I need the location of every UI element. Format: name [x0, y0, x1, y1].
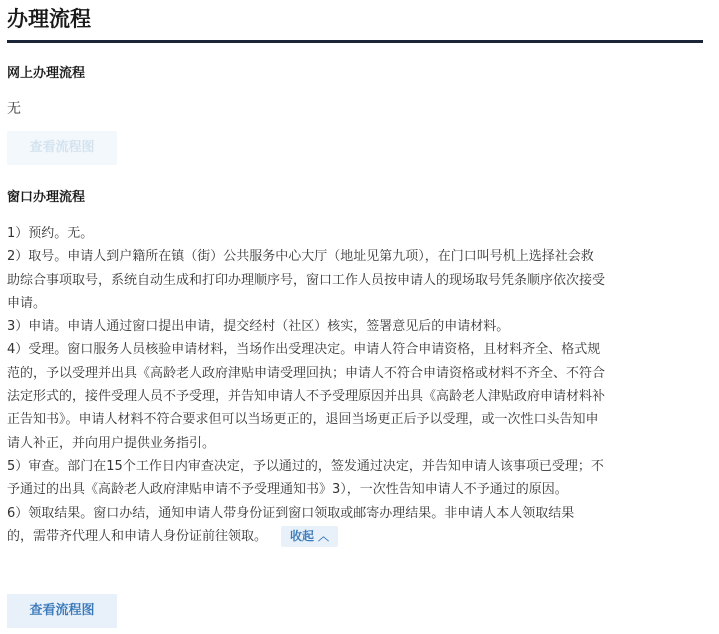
window-process-heading: 窗口办理流程: [7, 190, 86, 205]
window-view-flowchart-button[interactable]: 查看流程图: [7, 594, 117, 628]
step-line: 申请。: [7, 295, 47, 311]
step-line: 1）预约。无。: [7, 226, 94, 241]
step-line-last: [7, 525, 703, 548]
window-process-steps: [7, 222, 703, 548]
step-line: 3）申请。申请人通过窗口提出申请，提交经村（社区）核实，签署意见后的申请材料。: [7, 319, 510, 335]
step-line: 范的，予以受理并出具《高龄老人政府津贴申请受理回执；申请人不符合申请资格或材料不齐全、不符合: [7, 365, 606, 381]
step-line: 6）领取结果。窗口办结，通知申请人带身份证到窗口领取或邮寄办理结果。非申请人本人领取结果: [7, 505, 575, 521]
collapse-toggle[interactable]: [281, 526, 338, 547]
step-line-text: 的，需带齐代理人和申请人身份证前往领取。: [7, 528, 268, 544]
step-line: 正告知书》。申请人材料不符合要求但可以当场更正的，退回当场更正后予以受理，或一次性口头告知申: [7, 412, 599, 428]
online-process-value: 无: [7, 101, 21, 117]
online-view-flowchart-button[interactable]: 查看流程图: [7, 131, 117, 165]
page-title: 办理流程: [7, 7, 91, 31]
step-line: 2）取号。申请人到户籍所在镇（街）公共服务中心大厅（地址见第九项），在门口叫号机上选择社会救: [7, 249, 594, 265]
collapse-label: 收起: [290, 528, 315, 543]
step-line: 助综合事项取号，系统自动生成和打印办理顺序号，窗口工作人员按申请人的现场取号凭条顺序依次接受: [7, 272, 606, 288]
step-line: 4）受理。窗口服务人员核验申请材料，当场作出受理决定。申请人符合申请资格，且材料齐全、格式规: [7, 342, 601, 358]
step-line: 请人补正，并向用户提供业务指引。: [7, 435, 216, 451]
step-line: 法定形式的，接件受理人员不予受理，并告知申请人不予受理原因并出具《高龄老人津贴政府申请材料补: [7, 389, 606, 405]
chevron-up-icon: ︿: [318, 529, 330, 543]
title-divider: [7, 40, 703, 43]
online-process-heading: 网上办理流程: [7, 66, 86, 81]
step-line: 5）审查。部门在15个工作日内审查决定，予以通过的，签发通过决定，并告知申请人该事项已受理；不: [7, 458, 604, 474]
step-line: 予通过的出具《高龄老人政府津贴申请不予受理通知书》3），一次性告知申请人不予通过的原因。: [7, 482, 568, 498]
